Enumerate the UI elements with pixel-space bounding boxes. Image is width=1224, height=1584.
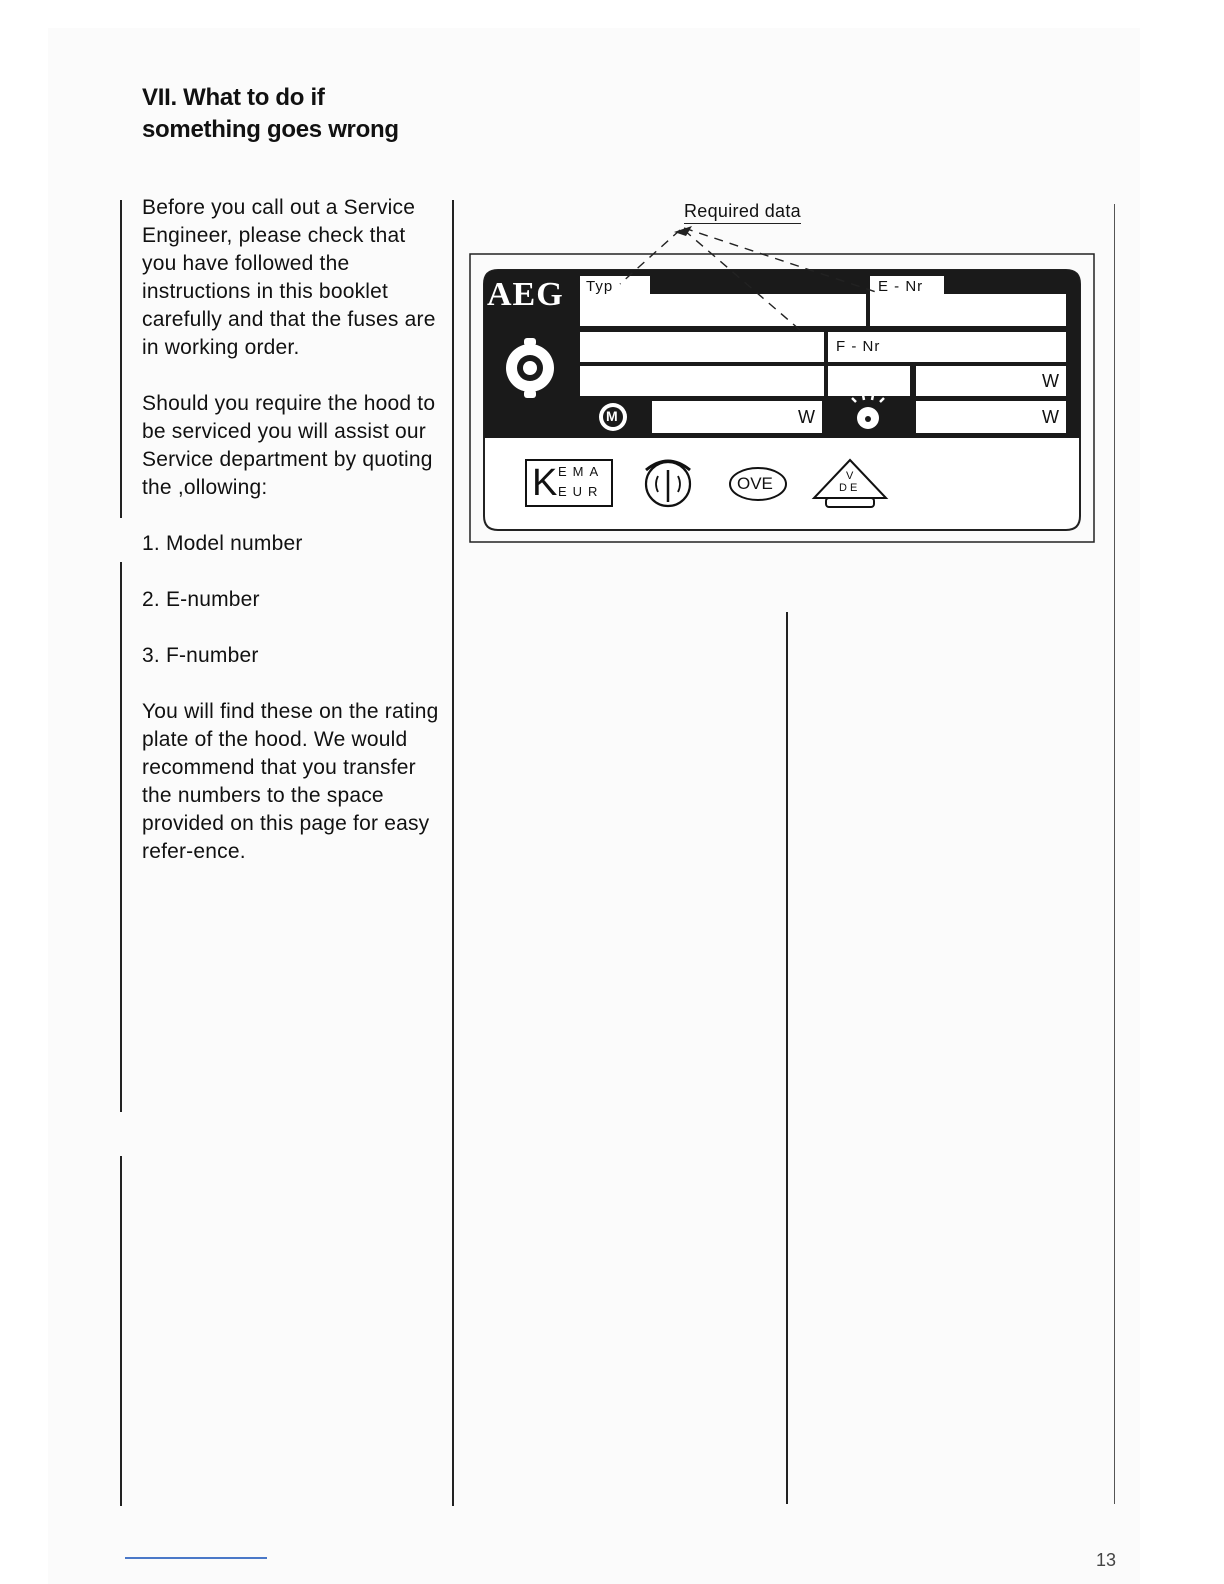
- e-nr-label: E - Nr: [878, 278, 924, 295]
- vde-top-letter: V: [846, 470, 854, 482]
- kema-top-text: EMA: [558, 464, 605, 479]
- e-nr-header-band: [944, 276, 1066, 294]
- motor-symbol-letter: M: [606, 408, 618, 424]
- closing-paragraph: You will find these on the rating plate of the hood. We would recommend that you transfer the numbers to the space provided on this page for easy refer-ence.: [142, 700, 439, 863]
- watt-unit-motor: W: [798, 407, 815, 427]
- ove-mark-text: OVE: [737, 474, 773, 493]
- section-title-line-2: something goes wrong: [142, 116, 399, 143]
- text-column: [142, 194, 442, 894]
- vde-bottom-letters: D E: [839, 482, 858, 494]
- required-data-list: [142, 530, 442, 670]
- kema-bottom-text: EUR: [558, 484, 604, 499]
- section-title-line-1: VII. What to do if: [142, 84, 325, 111]
- field-row-3b: [828, 366, 910, 396]
- aeg-brand-logo: AEG: [487, 276, 564, 313]
- inner-column-rule: [786, 612, 788, 1504]
- field-row-3a: [580, 366, 824, 396]
- kema-k-letter: K: [532, 462, 558, 504]
- left-margin-rule-3: [120, 1156, 122, 1506]
- left-margin-rule-1: [120, 200, 122, 518]
- field-row-2a: [580, 332, 824, 362]
- rating-plate-figure: [440, 220, 1120, 560]
- f-nr-label: F - Nr: [836, 338, 881, 355]
- list-item-model-number: 1. Model number: [142, 532, 303, 555]
- intro-paragraph: Before you call out a Service Engineer, please check that you have followed the instructions in this booklet carefully and that the fuses are in working order.: [142, 196, 436, 359]
- left-margin-rule-2: [120, 562, 122, 1112]
- field-motor-watt: [652, 401, 822, 433]
- page-number: 13: [1096, 1550, 1117, 1570]
- rating-plate-drawing: [440, 220, 1120, 560]
- list-item-e-number: 2. E-number: [142, 588, 260, 611]
- list-item-f-number: 3. F-number: [142, 644, 259, 667]
- footer-accent-line: [125, 1557, 267, 1559]
- section-title: [142, 82, 399, 146]
- request-paragraph: Should you require the hood to be serviced you will assist our Service department by quoting the ,ollowing:: [142, 392, 436, 499]
- watt-unit-light: W: [1042, 407, 1059, 427]
- watt-unit-row-3: W: [1042, 371, 1059, 391]
- required-data-annotation: Required data: [684, 200, 801, 224]
- typ-label: Typ: [586, 278, 614, 295]
